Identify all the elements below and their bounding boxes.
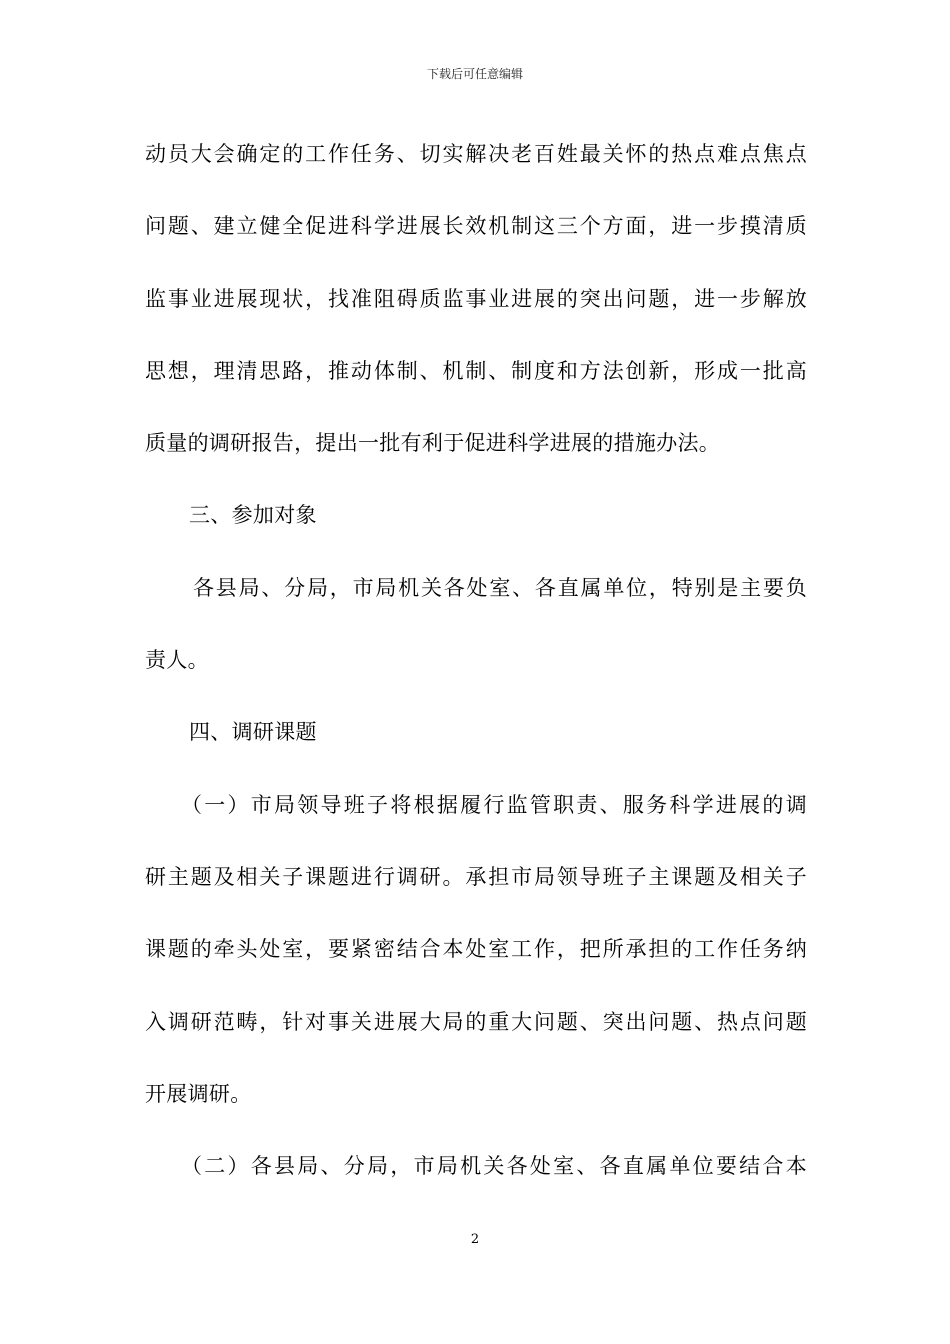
document-body (145, 132, 807, 1216)
body-line: 问题、建立健全促进科学进展长效机制这三个方面，进一步摸清质 (145, 214, 807, 239)
body-line: 开展调研。 (145, 1081, 252, 1106)
body-line: 监事业进展现状，找准阻碍质监事业进展的突出问题，进一步解放 (145, 286, 807, 311)
body-line: 动员大会确定的工作任务、切实解决老百姓最关怀的热点难点焦点 (145, 142, 807, 166)
body-line: 责人。 (145, 648, 209, 673)
body-line: （一）市局领导班子将根据履行监管职责、服务科学进展的调 (181, 792, 807, 817)
body-line: 思想，理清思路，推动体制、机制、制度和方法创新，形成一批高 (145, 358, 807, 383)
body-line: 入调研范畴，针对事关进展大局的重大问题、突出问题、热点问题 (145, 1009, 807, 1034)
body-line: 各县局、分局，市局机关各处室、各直属单位，特别是主要负 (193, 575, 807, 600)
page-header: 下载后可任意编辑 (426, 67, 523, 81)
section-heading: 三、参加对象 (189, 503, 317, 528)
page-number: 2 (470, 1232, 480, 1247)
body-line: 质量的调研报告，提出一批有利于促进科学进展的措施办法。 (145, 431, 721, 456)
body-line: 课题的牵头处室，要紧密结合本处室工作，把所承担的工作任务纳 (145, 937, 807, 962)
body-line: （二）各县局、分局，市局机关各处室、各直属单位要结合本 (181, 1154, 807, 1179)
body-line: 研主题及相关子课题进行调研。承担市局领导班子主课题及相关子 (145, 864, 807, 889)
section-heading: 四、调研课题 (189, 720, 317, 745)
